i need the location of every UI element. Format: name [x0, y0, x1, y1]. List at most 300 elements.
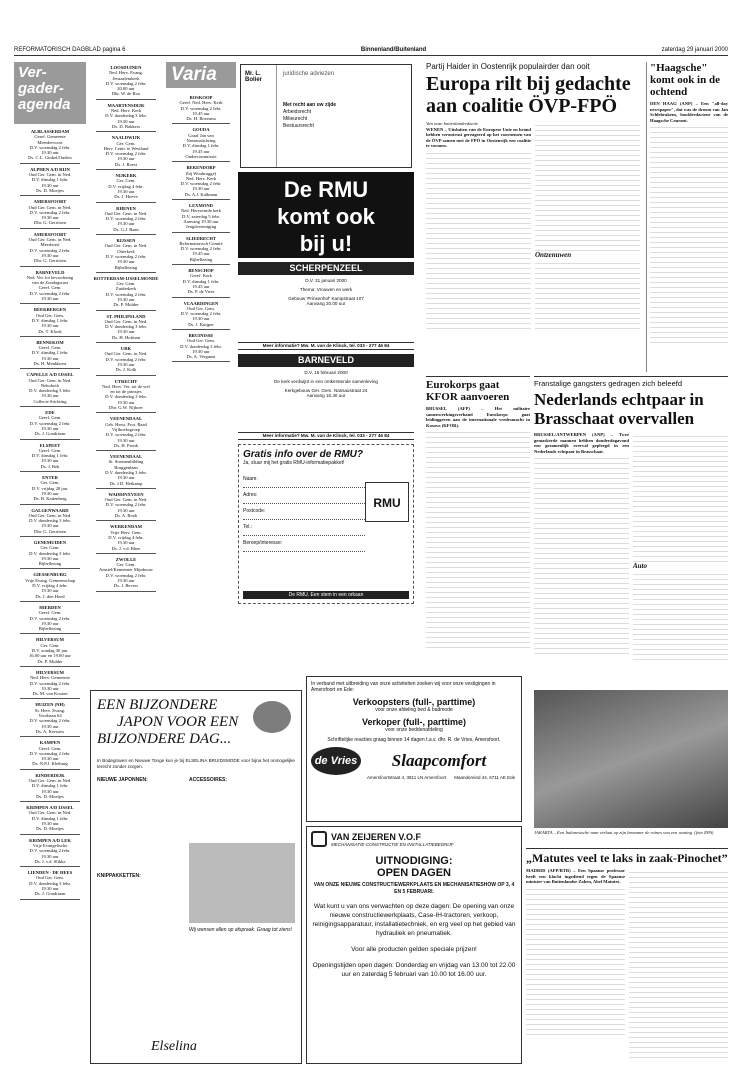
vanzeijeren-title-2: OPEN DAGEN: [377, 867, 451, 879]
agenda-line: D.V. woensdag 2 febr.: [105, 216, 147, 222]
vanzeijeren-logo: [311, 831, 327, 847]
agenda-entry: [14, 307, 86, 336]
agenda-line: D.V. donderdag 3 febr.: [105, 113, 147, 119]
brasschaat-body-3: [633, 570, 728, 660]
gratis-footer: De RMU. Een stem in een orkaan: [243, 591, 409, 599]
bijzondere-slogan: Wij wensen allen op afspraak. Graag tot ziens!: [189, 927, 293, 934]
vanzeijeren-sub: MECHANISATIE-CONSTRUCTIE EN INSTALLATIEBEDRIJF: [331, 841, 454, 847]
bride-image: [189, 843, 295, 923]
agenda-line: 19.30 uur: [192, 316, 210, 322]
agenda-line: D.V. woensdag 2 febr.: [29, 209, 71, 215]
agenda-place: VEENENDAAL: [109, 416, 143, 422]
agenda-entry: [14, 167, 86, 196]
rmu-event-1: [238, 278, 414, 340]
agenda-line: D.V. dinsdag 1 febr.: [31, 177, 69, 183]
vanzeijeren-name: VAN ZEIJEREN V.O.F: [331, 831, 422, 842]
agenda-entry: [14, 702, 86, 737]
agenda-line: Dhr. G.W. Nijboer: [109, 405, 143, 411]
agenda-line: 19.30 uur: [117, 259, 135, 265]
bouquet-image: [253, 701, 291, 733]
agenda-line: 19.30 uur: [41, 393, 59, 399]
agenda-divider: [96, 375, 156, 376]
bijzondere-title-3: BIJZONDERE DAG...: [97, 731, 232, 747]
kfor-headline: Eurokorps gaat KFOR aanvoeren: [426, 379, 510, 403]
agenda-place: BEEKBERGEN: [33, 307, 67, 313]
bijzondere-title-1: EEN BIJZONDERE: [97, 697, 218, 713]
agenda-entry: [14, 232, 86, 267]
kfor-lead: BRUSSEL (AFP) – Het militaire samenwerkingsverband Eurokorps gaat leidinggeven aan de internationale vredesmacht in Kosovo (KFOR).: [426, 406, 530, 428]
agenda-place: ENTER: [42, 475, 58, 481]
agenda-line: 19.30 uur: [117, 156, 135, 162]
agenda-entry: [14, 199, 86, 228]
haider-kicker: Partij Haider in Oostenrijk populairder dan ooit: [426, 62, 590, 71]
agenda-divider: [20, 633, 80, 634]
page-header: [14, 44, 728, 56]
agenda-line: Bijbellezing: [38, 561, 62, 567]
agenda-line: 19.30 uur: [117, 296, 135, 302]
agenda-divider: [96, 99, 156, 100]
agenda-place: LEXMOND: [189, 203, 213, 209]
agenda-line: Oud Ger. Gem.: [35, 312, 65, 318]
agenda-line: Nassaustichting: [186, 138, 216, 144]
agenda-line: Ds. A. Rook: [114, 513, 138, 519]
devries-job-1-sub: voor onze afdeling bed & badmode: [375, 707, 453, 713]
agenda-line: D.V. woensdag 2 febr.: [180, 246, 222, 252]
jakarta-photo: [534, 690, 728, 828]
rmu-banner: [238, 172, 414, 258]
rmu-date-1: D.V. 31 januari 2000: [305, 278, 347, 283]
agenda-line: 19.30 uur: [41, 685, 59, 691]
gratis-field[interactable]: Naam:: [243, 472, 365, 488]
bolier-logo: [241, 65, 277, 167]
agenda-line: Ds. P. de Vries: [187, 289, 215, 295]
agenda-line: Geref. Ned. Herv. Kerk: [179, 100, 223, 106]
agenda-entry: [90, 173, 162, 202]
agenda-divider: [20, 471, 80, 472]
vanzeijeren-prices: Voor alle producten gelden speciale prijzen!: [351, 946, 477, 953]
agenda-line: Ds. H. Hofman: [111, 334, 141, 340]
agenda-divider: [20, 266, 80, 267]
agenda-place: ALBLASSERDAM: [30, 129, 70, 134]
agenda-line: Ned. Herv. Gemeente: [30, 675, 70, 681]
devries-job-1: Verkoopsters (full-, parttime): [352, 697, 476, 707]
agenda-line: Graaf Jan van: [188, 132, 214, 138]
agenda-place: ZWOLLE: [115, 556, 137, 562]
agenda-line: St. Stromenbilding: [108, 459, 144, 465]
agenda-line: 19.30 uur: [41, 555, 59, 561]
agenda-place: URK: [120, 346, 132, 352]
nieuw-heading: NIEUWE JAPONNEN:: [97, 777, 148, 784]
agenda-line: Ds. J. Bevers: [113, 583, 139, 589]
haider-body-2: [535, 121, 640, 251]
rmu-line-1: komt ook: [277, 204, 375, 229]
agenda-entry: [14, 805, 86, 834]
brasschaat-headline: Nederlands echtpaar in Brasschaat overvallen: [534, 390, 704, 428]
agenda-line: 19.30 uur: [41, 425, 59, 431]
agenda-entry: [166, 333, 236, 362]
agenda-line: 19.30 uur: [41, 588, 59, 594]
agenda-place: HUIZEN (NH): [35, 702, 65, 708]
agenda-entry: [90, 557, 162, 592]
agenda-place: VEENENDAAL: [109, 454, 143, 460]
agenda-line: Dhr. G. Gerritsen: [34, 258, 66, 264]
agenda-entry: [14, 443, 86, 472]
agenda-line: Oud Ger. Gem. in Ned.: [104, 243, 148, 249]
agenda-line: Ds. A. Kerssies: [35, 728, 65, 734]
agenda-divider: [172, 199, 230, 200]
agenda-entry: [14, 270, 86, 305]
agenda-divider: [96, 412, 156, 413]
agenda-entry: [166, 165, 236, 200]
agenda-entry: [90, 524, 162, 553]
agenda-entry: [14, 540, 86, 569]
agenda-entry: [166, 268, 236, 297]
agenda-place: HILVERSUM: [36, 669, 64, 675]
gratis-field[interactable]: Tel.:: [243, 520, 365, 536]
agenda-line: Oud Ger. Gem. in Ned.: [104, 497, 148, 503]
agenda-line: Oud Ger. Gem. in Ned.: [28, 172, 72, 178]
agenda-line: van de Zondagsrust: [32, 280, 68, 286]
agenda-line: D.V. woensdag 2 febr.: [105, 502, 147, 508]
agenda-line: Ned. Hervormde kerk: [180, 208, 222, 214]
agenda-divider: [20, 228, 80, 229]
agenda-line: 19.30 uur: [117, 540, 135, 546]
agenda-line: 19.30 uur: [117, 221, 135, 227]
agenda-entry: [166, 236, 236, 265]
agenda-line: 19.30 uur: [41, 182, 59, 188]
haider-byline: Van onze buitenlandredactie: [426, 121, 479, 126]
rmu-title-2: BARNEVELD: [238, 354, 414, 367]
agenda-line: Geref. Gem.: [38, 285, 62, 291]
agenda-line: 19.30 uur: [117, 361, 135, 367]
agenda-line: 19.30 uur: [41, 756, 59, 762]
agenda-place: ALPHEN A/D RIJN: [30, 166, 70, 172]
agenda-line: Jeugdvereniging: [185, 224, 217, 230]
agenda-line: Ds. J. Goudriaan: [34, 891, 66, 897]
agenda-line: Geref. Gem.: [38, 345, 62, 351]
agenda-place: BARNEVELD: [35, 269, 65, 275]
varia-title: Varia: [166, 62, 236, 88]
agenda-line: Dhr. G. Gerritsen: [34, 220, 66, 226]
agenda-line: Geref. Gem.: [38, 415, 62, 421]
vanzeijeren-title-1: UITNODIGING:: [375, 855, 453, 867]
agenda-place: RIJSSEN: [116, 238, 136, 244]
agenda-line: D.V. woensdag 2 febr.: [29, 848, 71, 854]
devries-addr-2: Maandereind 44, 6711 AE Ede: [454, 775, 516, 780]
bolier-ad: [240, 64, 412, 168]
agenda-line: (bij Woubrugge): [185, 170, 217, 176]
agenda-line: Otterkerk: [117, 248, 135, 254]
agenda-place: GIESSENBURG: [33, 572, 67, 578]
agenda-line: D.V. donderdag 3 febr.: [29, 388, 71, 394]
rmu-event-2: [238, 370, 414, 432]
agenda-line: Ds. A. Vergunst: [186, 354, 216, 360]
agenda-line: Oud Ger. Gem. in Ned.: [28, 512, 72, 518]
agenda-line: Ned. Herv. Ver. tot de wel: [102, 383, 150, 389]
agenda-entry: [14, 670, 86, 699]
bolier-service-0: Met recht aan uw zijde: [283, 102, 337, 108]
agenda-place: AMERSFOORT: [33, 231, 67, 237]
agenda-line: 19.30 uur: [41, 853, 59, 859]
agenda-entry: [14, 773, 86, 802]
bijzondere-title-2: JAPON VOOR EEN: [117, 714, 239, 730]
vanzeijeren-ad: [306, 826, 522, 1064]
devries-apply: Schriftelijke reacties graag binnen 14 dagen t.a.v. dhr. R. de Vries, Amersfoort.: [327, 737, 501, 743]
bijzondere-ad: [90, 690, 302, 1064]
agenda-line: Ger. Gem.: [116, 178, 136, 184]
agenda-line: D.V. woensdag 2 febr.: [105, 572, 147, 578]
agenda-line: 19.30 uur: [41, 323, 59, 329]
agenda-line: Geref. Gem.: [38, 447, 62, 453]
agenda-line: Geref. Gem.: [38, 745, 62, 751]
pinochet-lead: MADRID (AFP/RTR) – Een Spaanse professor heeft een klacht ingediend tegen de Spaanse minister van Buitenlandse Zaken, Abel Matutes.: [526, 868, 625, 885]
agenda-line: Oudercommissie: [185, 153, 217, 159]
agenda-place: ROTTERDAM-IJSSELMONDE: [93, 275, 159, 281]
agenda-line: Geref. Gemeente: [34, 134, 66, 140]
agenda-line: Ger. Gem.: [40, 545, 60, 551]
agenda-divider: [96, 272, 156, 273]
agenda-line: Ds. J. Roest: [115, 161, 137, 167]
agenda-line: D.V. donderdag 3 febr.: [105, 394, 147, 400]
agenda-place: MAARTENSDIJK: [107, 102, 145, 108]
gratis-coupon: [238, 444, 414, 604]
agenda-line: D.V. woensdag 2 febr.: [29, 680, 71, 686]
agenda-divider: [96, 488, 156, 489]
bolier-tagline: juridische adviezen: [283, 71, 335, 77]
pinochet-article: [526, 848, 728, 1064]
agenda-divider: [20, 769, 80, 770]
agenda-entry: [90, 135, 162, 170]
rmu-theme-2: De kerk verdwijnt in een ontkerstende samenleving: [274, 378, 378, 384]
agenda-place: GENEMUIDEN: [33, 540, 67, 545]
agenda-entry: [90, 454, 162, 489]
agenda-line: Ned. Herv. Kerk: [110, 108, 142, 114]
agenda-line: D.V. woensdag 2 febr.: [29, 247, 71, 253]
agenda-place: LIENDEN - DE HEES: [27, 870, 73, 876]
agenda-divider: [96, 234, 156, 235]
haagsche-body: [650, 123, 728, 343]
agenda-divider: [20, 163, 80, 164]
agenda-line: D.V. woensdag 2 febr.: [105, 151, 147, 157]
agenda-line: Voorbaan 64: [38, 713, 62, 719]
agenda-line: St. Herv. Evang.: [34, 707, 66, 713]
agenda-divider: [20, 368, 80, 369]
brasschaat-kicker: Franstalige gangsters gedragen zich beleefd: [534, 379, 683, 388]
brasschaat-lead: BRUSSEL/ANTWERPEN (ANP) – Twee gemaskerde mannen hebben donderdagavond een gezamenlijk overval gepleegd in een Nederlands echtpaar in Brasschaat.: [534, 432, 629, 454]
agenda-place: UTRECHT: [114, 378, 138, 384]
agenda-line: D.V. woensdag 2 febr.: [180, 181, 222, 187]
agenda-line: Ds. J. den Hoed: [35, 593, 65, 599]
agenda-line: D.V. vrijdag 4 febr.: [108, 534, 144, 540]
agenda-line: Ds. N.P.J. Kleiburg: [32, 761, 68, 767]
agenda-line: 19.30 uur: [41, 723, 59, 729]
agenda-line: D.V. woensdag 2 febr.: [29, 615, 71, 621]
agenda-line: Geref. Kerk: [190, 273, 212, 279]
agenda-divider: [96, 342, 156, 343]
haagsche-article: [646, 62, 728, 372]
agenda-place: BEKENDORP: [186, 165, 216, 171]
agenda-divider: [20, 601, 80, 602]
agenda-line: Bijbellezing: [114, 264, 138, 270]
bolier-service-2: Milieurecht: [283, 116, 308, 122]
agenda-line: D.V. dinsdag 1 febr.: [31, 783, 69, 789]
agenda-line: Ger. Gem.: [40, 480, 60, 486]
agenda-line: D.V. woensdag 2 febr.: [105, 291, 147, 297]
agenda-divider: [172, 264, 230, 265]
agenda-line: Ds. D. Moeijes: [36, 793, 64, 799]
agenda-divider: [96, 310, 156, 311]
agenda-entry: [14, 508, 86, 537]
agenda-entry: [90, 416, 162, 451]
agenda-line: 19.30 uur: [192, 348, 210, 354]
gratis-field[interactable]: Postcode:: [243, 504, 365, 520]
agenda-divider: [172, 161, 230, 162]
agenda-entry: [14, 637, 86, 666]
vanzeijeren-times: Openingstijden open dagen: Donderdag en vrijdag van 13.00 tot 22.00 uur en zaterdag 5 februari van 10.00 tot 16.00 uur.: [312, 962, 516, 978]
agenda-line: 19.30 uur: [117, 475, 135, 481]
rmu-loc-1: Gebouw 'Prinsenhof' Kampstraat 107: [288, 295, 364, 301]
agenda-line: Zuiderkerk: [115, 286, 137, 292]
agenda-line: 19.30 uur: [117, 329, 135, 335]
agenda-entry: [14, 475, 86, 504]
agenda-divider: [172, 329, 230, 330]
agenda-line: 19.30 uur: [117, 399, 135, 405]
agenda-divider: [172, 232, 230, 233]
agenda-line: D.V. woensdag 2 febr.: [29, 750, 71, 756]
agenda-line: D.V. woensdag 2 febr.: [105, 432, 147, 438]
header-left: REFORMATORISCH DAGBLAD pagina 6: [14, 46, 126, 53]
agenda-line: D.V. dinsdag 1 febr.: [182, 278, 220, 284]
agenda-line: D.V. zondag 30 jan.: [31, 648, 69, 654]
agenda-divider: [20, 866, 80, 867]
haider-sub: Ontzenuwen: [535, 251, 572, 259]
agenda-line: Vrije Evang. Gemeenschap: [24, 577, 76, 583]
agenda-line: Meerhorst: [40, 242, 60, 248]
agenda-line: D.V. dinsdag 1 febr.: [31, 317, 69, 323]
agenda-divider: [96, 202, 156, 203]
agenda-line: Ds. J. v.d. Rhee: [111, 545, 141, 551]
agenda-place: WADDINXVEEN: [108, 491, 144, 497]
agenda-line: Ds. P. Mulder: [113, 302, 139, 308]
agenda-line: Rehoboth: [41, 382, 59, 388]
agenda-line: Meerdervoort: [37, 139, 63, 145]
agenda-line: 19.45 uur: [192, 251, 210, 257]
agenda-place: BENSCHOP: [188, 268, 214, 274]
agenda-line: Ds. A.J. Kalkman: [184, 191, 218, 197]
agenda-line: 19.30 uur: [41, 458, 59, 464]
agenda-entry: [14, 740, 86, 769]
agenda-place: GOUDA: [192, 127, 210, 133]
agenda-divider: [20, 504, 80, 505]
agenda-divider: [96, 450, 156, 451]
agenda-place: BRUINISSE: [188, 332, 214, 338]
gratis-fields: [243, 472, 365, 552]
gratis-field[interactable]: Beroep/interesse:: [243, 536, 365, 552]
pinochet-body-2: [629, 868, 728, 1058]
agenda-entry: [14, 838, 86, 867]
agenda-line: D.V. woensdag 2 febr.: [29, 420, 71, 426]
agenda-entry: [166, 301, 236, 330]
agenda-line: Geref. Gem.: [38, 610, 62, 616]
agenda-line: D.V. donderdag 3 febr.: [105, 470, 147, 475]
agenda-line: D.V. donderdag 3 febr.: [29, 518, 71, 524]
agenda-line: 19.30 uur: [41, 355, 59, 361]
agenda-divider: [96, 131, 156, 132]
devries-addr-1: Amersfoortstraat 4, 3811 LN Amersfoort: [367, 775, 447, 780]
slaapcomfort: Slaapcomfort: [391, 751, 487, 770]
agenda-line: Vrije Evangelische: [32, 842, 68, 848]
agenda-line: D.V. vrijdag 4 febr.: [108, 183, 144, 189]
agenda-line: Ger. Gem.: [116, 140, 136, 146]
agenda-divider: [20, 568, 80, 569]
agenda-line: D.V. dinsdag 1 febr.: [182, 143, 220, 149]
agenda-place: LOOSDUINEN: [110, 65, 142, 70]
agenda-line: Oud Ger. Gem. in Ned.: [28, 377, 72, 383]
rmu-line-2: bij u!: [299, 231, 353, 256]
agenda-line: 19.30 uur: [41, 490, 59, 496]
agenda-line: Oud Ger. Gem. in Ned.: [104, 210, 148, 216]
agenda-line: Oud Ger. Gem. in Ned.: [28, 237, 72, 243]
agenda-divider: [96, 553, 156, 554]
header-date: zaterdag 29 januari 2000: [661, 46, 728, 53]
devries-job-2-sub: voor onze beddenafdeling: [385, 727, 443, 733]
agenda-place: KRIMPEN A/D LEK: [29, 837, 71, 843]
agenda-place: VLAARDINGEN: [183, 300, 219, 306]
agenda-title: Ver-gader-agenda: [14, 62, 86, 124]
agenda-line: D.V. vrijdag 28 jan.: [31, 485, 69, 491]
agenda-line: 19.30 uur: [41, 523, 59, 529]
agenda-line: Oud Ger. Gem.: [186, 305, 216, 311]
rmu-date-2: D.V. 16 februari 2000: [304, 370, 348, 375]
agenda-line: Oud Ger. Gem. in Ned.: [28, 777, 72, 783]
agenda-entry: [90, 65, 162, 100]
gratis-field[interactable]: Adres:: [243, 488, 365, 504]
agenda-line: 19.45 uur: [192, 110, 210, 116]
agenda-place: ELSPEET: [39, 442, 61, 448]
agenda-line: Herv. Centr. te Westland: [103, 145, 149, 151]
agenda-line: Oud Ger. Gem.: [35, 875, 65, 881]
agenda-line: 19.30 uur: [41, 821, 59, 827]
accessoires-heading: ACCESSOIRES:: [189, 777, 228, 784]
haider-body-3: [535, 259, 640, 329]
agenda-line: Dhr. G. Gerritsen: [34, 528, 66, 534]
agenda-line: Vrije Herv. Gem.: [110, 529, 142, 535]
agenda-line: Ger. Gem.: [40, 642, 60, 648]
haider-lead: WENEN – Uitsluiten van de Europese Unie en brand hebben verontrust gereageerd op het voornemen van de ÖVP samen met de FPÖ in Oostenrijk een coalitie te vormen.: [426, 126, 531, 149]
agenda-place: AMERSFOORT: [33, 199, 67, 205]
agenda-line: D.V. woensdag 2 febr.: [29, 144, 71, 150]
agenda-line: Jeruzalemkerk: [112, 75, 140, 81]
agenda-line: 16.00 uur en 19.00 uur: [29, 653, 71, 659]
bolier-service-3: Bestuursrecht: [283, 123, 314, 129]
agenda-line: Ds. G.J. Baan: [113, 226, 139, 232]
agenda-line: Ds. M. van Kooten: [32, 691, 68, 697]
agenda-line: 19.30 uur: [41, 215, 59, 221]
agenda-place: ST. PHILIPSLAND: [106, 313, 146, 319]
rmu-logo: RMU: [365, 482, 409, 522]
agenda-entry: [90, 492, 162, 521]
haider-body-1: [426, 149, 531, 329]
devries-logo: de Vries: [311, 747, 361, 775]
elselina-logo: Elselina: [151, 1039, 197, 1054]
agenda-entry: [14, 372, 86, 407]
agenda-divider: [96, 169, 156, 170]
agenda-line: D.V. woensdag 2 febr.: [180, 105, 222, 111]
agenda-line: Ds. H. Pronk: [114, 442, 138, 448]
agenda-entry: [14, 605, 86, 634]
agenda-line: Ds. J. Kolk: [115, 367, 137, 373]
agenda-line: Geb. Herst. Prot. Raad: [105, 421, 147, 427]
